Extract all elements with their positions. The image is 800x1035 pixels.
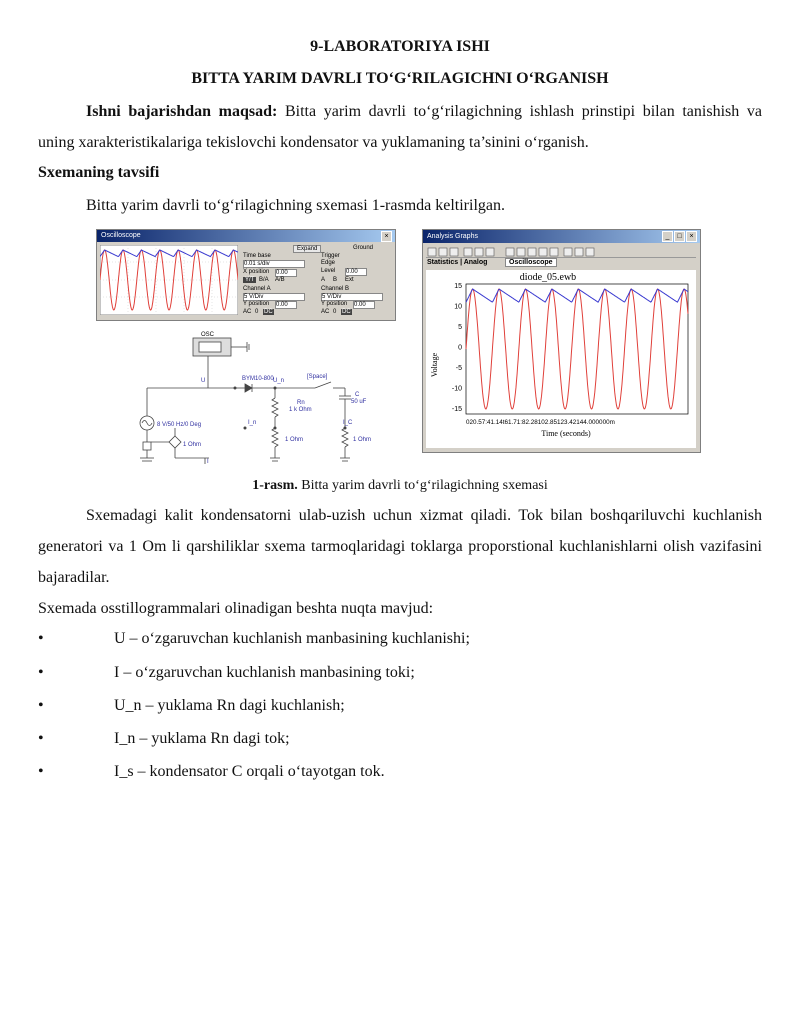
- paragraph-points: Sxemada osstillogrammalari olinadigan beshta nuqta mavjud:: [38, 600, 434, 617]
- list-item: I – o‘zgaruvchan kuchlanish manbasining toki;: [114, 664, 415, 681]
- y-position-label-b: Y position: [321, 301, 348, 307]
- lab-subtitle: BITTA YARIM DAVRLI TO‘G‘RILAGICHNI O‘RGANISH: [191, 70, 609, 87]
- node-u-label: U: [201, 378, 206, 384]
- source-label: 8 V/50 Hz/0 Deg: [157, 422, 202, 428]
- minimize-icon[interactable]: _: [662, 231, 673, 242]
- node-in-label: I_n: [248, 420, 257, 426]
- x-tick-labels: 020.57:41.14t61.71:82.28102.85123.42144.000000m: [466, 419, 615, 426]
- coupling-0-b[interactable]: 0: [333, 309, 337, 315]
- yt-button[interactable]: Y/T: [245, 277, 255, 283]
- plot-title: diode_05.ewb: [519, 272, 577, 283]
- y-position-field-b[interactable]: 0.00: [353, 301, 375, 309]
- aim-text: Bitta yarim davrli to‘g‘rilagichning ishlash prinstipi bilan tanishish va uning xarakteristikalariga tekislovchi kondensator va yuklamaning ta’sinini o‘rganish.: [38, 103, 762, 151]
- toolbar-icons[interactable]: [426, 246, 696, 258]
- oscilloscope-screen: [100, 245, 238, 315]
- level-label: Level: [321, 268, 336, 274]
- list-item: U_n – yuklama Rn dagi kuchlanish;: [114, 697, 345, 714]
- trigger-a-button[interactable]: A: [321, 277, 326, 283]
- y-tick-label: -10: [451, 385, 462, 393]
- caption-text: Bitta yarim davrli to‘g‘rilagichning sxemasi: [297, 478, 548, 493]
- aim-paragraph: [38, 96, 762, 158]
- trigger-ext-button[interactable]: Ext: [345, 277, 354, 283]
- oscilloscope-window: [96, 229, 396, 321]
- trigger-b-button[interactable]: B: [333, 277, 338, 283]
- x-position-label: X position: [243, 269, 270, 275]
- analysis-toolbar: [426, 245, 696, 258]
- node-ic-label: I_C: [343, 420, 353, 426]
- y-tick-label: -15: [451, 406, 462, 413]
- list-item: U – o‘zgaruvchan kuchlanish manbasining kuchlanishi;: [114, 630, 470, 647]
- ba-button[interactable]: B/A: [259, 277, 269, 283]
- aim-label: Ishni bajarishdan maqsad:: [86, 103, 278, 120]
- x-position-field[interactable]: 0.00: [275, 269, 297, 277]
- coupling-ac-a[interactable]: AC: [243, 309, 252, 315]
- r3-label: 1 Ohm: [353, 437, 372, 443]
- y-axis-label: Voltage: [430, 352, 439, 378]
- y-tick-label: 0: [458, 344, 462, 352]
- channel-a-field[interactable]: 5 V/Div: [243, 293, 305, 301]
- analysis-titlebar: Analysis Graphs: [423, 230, 700, 243]
- y-tick-label: 10: [454, 303, 462, 311]
- list-item: I_s – kondensator C orqali o‘tayotgan tok.: [114, 763, 385, 780]
- cap-label: C: [355, 392, 360, 398]
- cap-value: 50 uF: [351, 399, 367, 405]
- bullet-symbol: •: [38, 630, 44, 647]
- coupling-ac-b[interactable]: AC: [321, 309, 330, 315]
- coupling-dc-b[interactable]: DC: [342, 309, 351, 315]
- circuit-schematic: [135, 330, 395, 464]
- rn-value: 1 k Ohm: [289, 407, 312, 413]
- ground-label: Ground: [353, 245, 374, 251]
- maximize-icon[interactable]: □: [674, 231, 685, 242]
- tab-statistics[interactable]: Statistics | Analog: [427, 259, 488, 266]
- paragraph-switch: Sxemadagi kalit kondensatorni ulab-uzish uchun xizmat qiladi. Tok bilan boshqariluvchi kuchlanish generatori va 1 Om li qarshiliklar sxema tarmoqlaridagi toklarga proporstional kuchlanishlarni olish vazifasini bajaradilar.: [38, 507, 762, 586]
- intro-paragraph: Bitta yarim davrli to‘g‘rilagichning sxemasi 1-rasmda keltirilgan.: [86, 197, 505, 214]
- y-tick-label: 5: [458, 324, 462, 331]
- tab-oscilloscope[interactable]: Oscilloscope: [505, 258, 557, 267]
- coupling-dc-a[interactable]: DC: [264, 309, 273, 315]
- ab-button[interactable]: A/B: [275, 277, 285, 283]
- y-tick-label: 15: [454, 283, 462, 290]
- y-position-label-a: Y position: [243, 301, 270, 307]
- expand-button[interactable]: Expand: [293, 245, 321, 253]
- analysis-plot: [426, 270, 696, 448]
- close-icon[interactable]: ×: [381, 231, 392, 242]
- y-position-field-a[interactable]: 0.00: [275, 301, 297, 309]
- r1-label: 1 Ohm: [183, 442, 202, 448]
- level-field[interactable]: 0.00: [345, 268, 367, 276]
- caption-label: 1-rasm.: [252, 478, 298, 493]
- coupling-0-a[interactable]: 0: [255, 309, 259, 315]
- figure-1: [95, 226, 703, 466]
- lab-title: 9-LABORATORIYA ISHI: [310, 38, 490, 55]
- bullet-symbol: •: [38, 697, 44, 714]
- close-icon[interactable]: ×: [686, 231, 697, 242]
- channel-b-field[interactable]: 5 V/Div: [321, 293, 383, 301]
- node-un-label: U_n: [273, 378, 285, 384]
- rn-label: Rn: [297, 400, 305, 406]
- time-base-label: Time base: [243, 253, 271, 259]
- channel-a-label: Channel A: [243, 286, 271, 292]
- r2-label: 1 Ohm: [285, 437, 304, 443]
- analysis-graphs-window: [422, 229, 701, 453]
- diode-label: BYM10-800: [242, 376, 274, 382]
- trigger-label: Trigger: [321, 253, 340, 259]
- node-i-label: I: [207, 459, 209, 464]
- edge-label: Edge: [321, 260, 336, 266]
- switch-label: [Space]: [307, 374, 328, 380]
- x-axis-label: Time (seconds): [541, 429, 591, 438]
- bullet-symbol: •: [38, 730, 44, 747]
- section-heading: Sxemaning tavsifi: [38, 164, 160, 181]
- channel-b-label: Channel B: [321, 286, 350, 292]
- bullet-symbol: •: [38, 763, 44, 780]
- figure-caption: [0, 478, 800, 494]
- list-item: I_n – yuklama Rn dagi tok;: [114, 730, 290, 747]
- y-tick-label: -5: [455, 365, 462, 372]
- time-base-field[interactable]: 0.01 s/div: [243, 260, 305, 268]
- osc-label: OSC: [201, 332, 215, 338]
- oscilloscope-titlebar: Oscilloscope: [97, 230, 395, 242]
- bullet-symbol: •: [38, 664, 44, 681]
